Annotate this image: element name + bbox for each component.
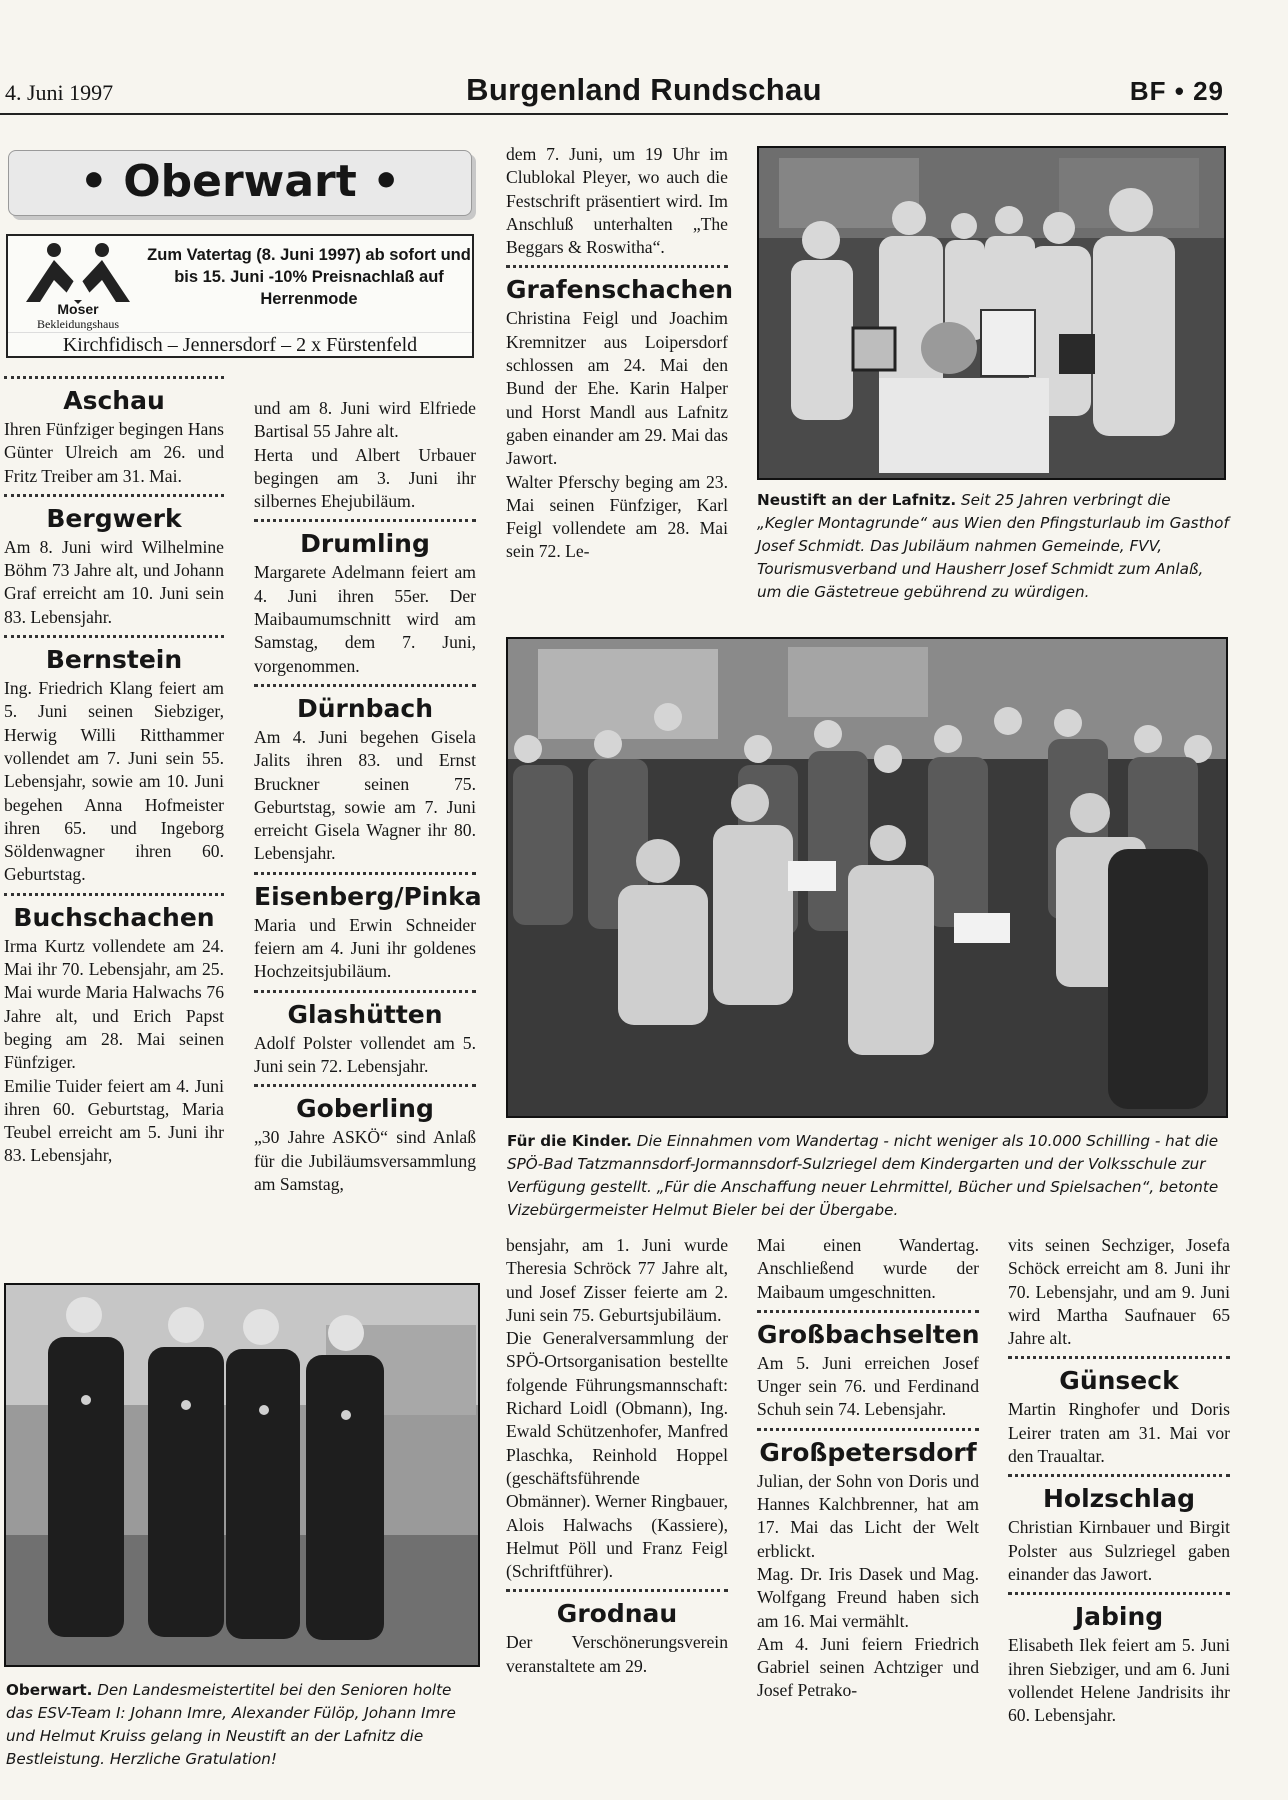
article-grafenschachen-2: Walter Pferschy beging am 23. Mai seinen Fünfziger, Karl Feigl vollendete am 28. Mai sein 72. Le- (506, 471, 728, 562)
divider (4, 635, 224, 638)
article-grosspetersdorf: Julian, der Sohn von Doris und Hannes Kalchbrenner, hat am 17. Mai das Licht der Welt erblickt. (757, 1470, 979, 1561)
newspaper-title: Burgenland Rundschau (466, 72, 822, 107)
heading-drumling: Drumling (300, 529, 430, 559)
heading-jabing: Jabing (1074, 1602, 1164, 1632)
photo-esv-team (4, 1283, 480, 1667)
heading-grodnau: Grodnau (556, 1599, 678, 1629)
column-6 (1008, 1234, 1230, 1727)
divider (4, 376, 224, 379)
caption-esv-team (6, 1679, 480, 1771)
article-urbauer: Herta und Albert Urbauer begingen am 3. Juni ihr silbernes Ehejubiläum. (254, 444, 476, 512)
article-bergwerk: Am 8. Juni wird Wilhelmine Böhm 73 Jahre alt, und Johann Graf erreicht am 10. Juni sein 83. Lebensjahr. (4, 536, 224, 627)
article-continuation: dem 7. Juni, um 19 Uhr im Clublokal Pleyer, wo auch die Festschrift präsentiert wird. Im Anschluß unterhalten „The Beggars & Roswitha“. (506, 144, 728, 258)
article-goberling: „30 Jahre ASKÖ“ sind Anlaß für die Jubiläumsversammlung am Samstag, (254, 1127, 476, 1194)
ad-brand-subtitle: Bekleidungshaus (37, 317, 119, 331)
article-drumling: Margarete Adelmann feiert am 4. Juni ihren 55er. Der Maibaumumschnitt wird am Samstag, dem 7. Juni, vorgenommen. (254, 562, 476, 676)
caption-text: Den Landesmeistertitel bei den Senioren holte das ESV-Team I: Johann Imre, Alexander Fülöp, Johann Imre und Helmut Kruiss gelang in Neustift an der Lafnitz die Bestleistung. Herzliche Gratulation! (6, 1681, 456, 1768)
heading-goberling: Goberling (296, 1094, 434, 1124)
heading-bernstein: Bernstein (45, 645, 183, 675)
heading-duernbach: Dürnbach (296, 693, 434, 723)
caption-kinder (507, 1130, 1229, 1222)
caption-text: Seit 25 Jahren verbringt die „Kegler Montagrunde“ aus Wien den Pfingsturlaub im Gasthof Josef Schmidt. Das Jubiläum nahmen Gemeinde, FVV, Tourismusverband und Hausherr Josef Schmidt zum Anlaß, um die Gästetreue gebührend zu würdigen. (757, 491, 1229, 601)
article-jabing: Elisabeth Ilek feiert am 5. Juni ihren Siebziger, und am 6. Juni vollendet Helene Jandrisits ihr 60. Lebensjahr. (1008, 1635, 1230, 1726)
heading-eisenberg: Eisenberg/Pinka (254, 881, 482, 911)
photo-kinder-image (508, 639, 1226, 1116)
caption-lead: Für die Kinder. (507, 1132, 632, 1150)
article-buchschachen: Irma Kurtz vollendete am 24. Mai ihr 70. Lebensjahr, am 25. Mai wurde Maria Halwachs 76 Jahre alt, und Erich Papst beging am 28. Mai seinen Fünfziger. (4, 935, 224, 1073)
divider (506, 265, 728, 268)
article-grosspetersdorf-3: Am 4. Juni feiern Friedrich Gabriel seinen Achtziger und Josef Petrako- (757, 1633, 979, 1701)
caption-lead: Oberwart. (6, 1681, 93, 1699)
divider (1008, 1356, 1230, 1359)
divider (254, 519, 476, 522)
article-duernbach: Am 4. Juni begehen Gisela Jalits ihren 83. und Ernst Bruckner seinen 75. Geburtstag, sowie am 7. Juni erreicht Gisela Wagner ihr 80. Lebensjahr. (254, 726, 476, 864)
heading-bergwerk: Bergwerk (46, 503, 182, 533)
divider (1008, 1474, 1230, 1477)
divider (1008, 1592, 1230, 1595)
photo-kinder (506, 637, 1228, 1118)
masthead-rule (0, 113, 1228, 115)
divider (254, 990, 476, 993)
divider (254, 872, 476, 875)
divider (757, 1310, 979, 1313)
photo-esv-team-image (6, 1285, 478, 1665)
section-banner (8, 150, 472, 216)
heading-holzschlag: Holzschlag (1042, 1484, 1196, 1514)
article-grossbachselten: Am 5. Juni erreichen Josef Unger sein 76. und Ferdinand Schuh sein 74. Lebensjahr. (757, 1352, 979, 1420)
article-guenseck: Martin Ringhofer und Doris Leirer traten am 31. Mai vor den Traualtar. (1008, 1399, 1230, 1467)
section-title: • Oberwart • (79, 156, 401, 207)
masthead (0, 70, 1288, 114)
photo-neustift (757, 146, 1226, 480)
heading-aschau: Aschau (63, 386, 165, 415)
column-1 (4, 376, 224, 1168)
column-4 (506, 1234, 728, 1678)
caption-neustift (757, 489, 1229, 604)
photo-neustift-image (759, 148, 1224, 478)
ad-brand-name: Moser (57, 301, 99, 317)
article-holzschlag: Christian Kirnbauer und Birgit Polster aus Sulzriegel gaben einander das Jawort. (1008, 1517, 1230, 1584)
article-glashuetten: Adolf Polster vollendet am 5. Juni sein 72. Lebensjahr. (254, 1032, 476, 1076)
article-grosspetersdorf-2: Mag. Dr. Iris Dasek und Mag. Wolfgang Freund haben sich am 16. Mai vermählt. (757, 1563, 979, 1631)
column-5 (757, 1234, 979, 1703)
heading-glashuetten: Glashütten (287, 999, 443, 1029)
divider (757, 1428, 979, 1431)
divider (254, 684, 476, 687)
article-buchschachen-2: Emilie Tuider feiert am 4. Juni ihren 60. Geburtstag, Maria Teubel erreicht am 5. Juni ihr 83. Lebensjahr, (4, 1075, 224, 1166)
ad-offer-text: Zum Vatertag (8. Juni 1997) ab sofort und bis 15. Juni -10% Preisnachlaß auf Herrenmode (147, 246, 471, 308)
article-spoe: Die Generalversammlung der SPÖ-Ortsorganisation bestellte folgende Führungsmannschaft: Richard Loidl (Obmann), Ing. Ewald Schützenhofer, Manfred Plaschka, Reinhold Hoppel (geschäftsführende Obmänner). Werner Ringbauer, Alois Halwachs (Kassiere), Helmut Pöll und Franz Feigl (Schriftführer). (506, 1328, 728, 1582)
article-eisenberg: Maria und Erwin Schneider feiern am 4. Juni ihr goldenes Hochzeitsjubiläum. (254, 914, 476, 982)
article-continuation: und am 8. Juni wird Elfriede Bartisal 55 Jahre alt. (254, 398, 476, 442)
article-continuation: vits seinen Sechziger, Josefa Schöck erreicht am 8. Juni ihr 70. Lebensjahr, und am 9. Juni wird Martha Saufnauer 65 Jahre alt. (1008, 1235, 1230, 1349)
heading-guenseck: Günseck (1059, 1366, 1179, 1396)
issue-date: 4. Juni 1997 (5, 80, 114, 105)
article-aschau: Ihren Fünfziger begingen Hans Günter Ulreich am 26. und Fritz Treiber am 31. Mai. (4, 419, 224, 486)
page-number: BF • 29 (1129, 76, 1224, 106)
caption-lead: Neustift an der Lafnitz. (757, 491, 957, 509)
heading-grafenschachen: Grafenschachen (506, 275, 734, 305)
article-continuation: Mai einen Wandertag. Anschließend wurde der Maibaum umgeschnitten. (757, 1235, 979, 1302)
article-bernstein: Ing. Friedrich Klang feiert am 5. Juni seinen Siebziger, Herwig Willi Ritthammer vollendet am 7. Juni sein 55. Lebensjahr, sowie am 10. Juni begehen Anna Hofmeister ihren 65. und Ingeborg Söldenwagner ihren 60. Geburtstag. (4, 678, 224, 885)
caption-text: Die Einnahmen vom Wandertag - nicht weniger als 10.000 Schilling - hat die SPÖ-Bad Tatzmannsdorf-Jormannsdorf-Sulzriegel dem Kindergarten und der Volksschule zur Verfügung gestellt. „Für die Anschaffung neuer Lehrmittel, Bücher und Spielsachen“, betonte Vizebürgermeister Helmut Bieler bei der Übergabe. (507, 1132, 1219, 1219)
article-grafenschachen: Christina Feigl und Joachim Kremnitzer aus Loipersdorf schlossen am 24. Mai den Bund der Ehe. Karin Halper und Horst Mandl aus Lafnitz gaben einander am 29. Mai das Jawort. (506, 308, 728, 469)
column-2 (254, 397, 482, 1196)
column-3 (506, 143, 734, 564)
divider (4, 494, 224, 497)
heading-buchschachen: Buchschachen (13, 902, 215, 932)
divider (506, 1589, 728, 1592)
advertisement (6, 234, 474, 358)
heading-grosspetersdorf: Großpetersdorf (759, 1437, 977, 1467)
article-continuation: bensjahr, am 1. Juni wurde Theresia Schröck 77 Jahre alt, und Josef Zisser feierte am 2. Juni sein 75. Geburtsjubiläum. (506, 1235, 728, 1325)
divider (254, 1084, 476, 1087)
heading-grossbachselten: Großbachselten (757, 1319, 980, 1349)
divider (4, 893, 224, 896)
article-grodnau: Der Verschönerungsverein veranstaltete am 29. (506, 1632, 728, 1676)
ad-locations: Kirchfidisch – Jennersdorf – 2 x Fürstenfeld (8, 332, 472, 357)
